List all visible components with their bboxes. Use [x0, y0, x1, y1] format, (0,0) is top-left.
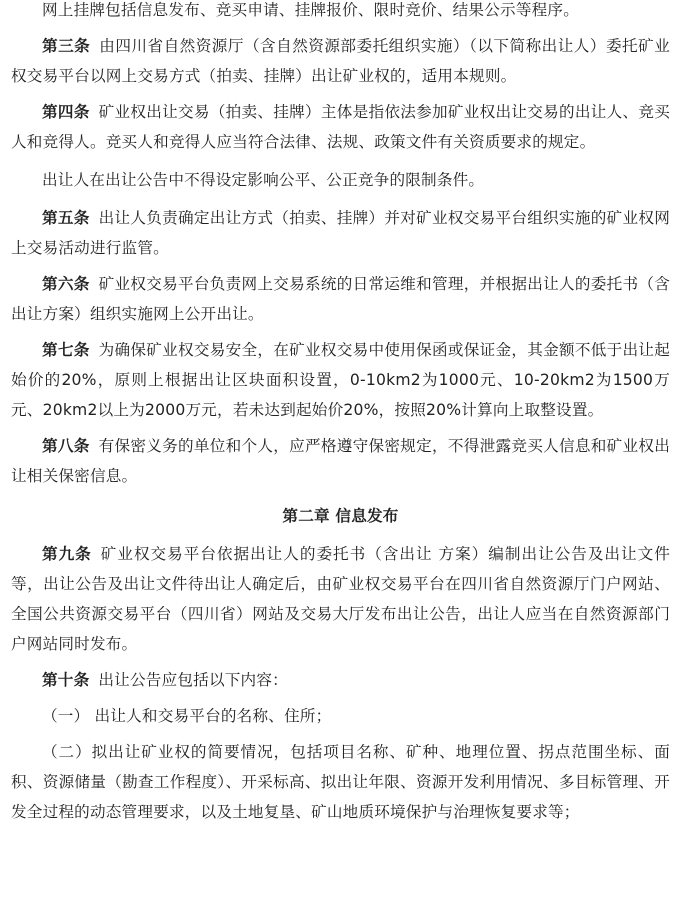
list-item: [11, 737, 670, 827]
article-7-paragraph: [11, 335, 670, 425]
paragraph-text: 出让公告应包括以下内容：: [98, 671, 288, 689]
article-6-paragraph: [11, 269, 670, 329]
article-3-paragraph: [11, 31, 670, 91]
paragraph: [11, 0, 670, 25]
article-number: 第八条: [42, 437, 90, 455]
paragraph-text: 矿业权交易平台依据出让人的委托书（含出让 方案）编制出让公告及出让文件等，出让公告及出让文件待出让人确定后，由矿业权交易平台在四川省自然资源厅门户网站、全国公共资源交易平台（四川省）网站及交易大厅发布出让公告，出让人应当在自然资源部门户网站同时发布。: [11, 545, 670, 653]
article-number: 第四条: [42, 103, 90, 121]
article-number: 第三条: [42, 37, 91, 55]
article-4-paragraph: [11, 97, 670, 157]
paragraph: [11, 165, 670, 195]
paragraph-text: 为确保矿业权交易安全，在矿业权交易中使用保函或保证金，其金额不低于出让起始价的20%，原则上根据出让区块面积设置，0-10km2为1000元、10-20km2为1500万元、20km2以上为2000万元，若未达到起始价20%，按照20%计算向上取整设置。: [11, 341, 670, 419]
article-number: 第六条: [42, 275, 90, 293]
list-item-text: （一） 出让人和交易平台的名称、住所；: [42, 707, 332, 725]
paragraph-text: 矿业权出让交易（拍卖、挂牌）主体是指依法参加矿业权出让交易的出让人、竞买人和竞得人。竞买人和竞得人应当符合法律、法规、政策文件有关资质要求的规定。: [11, 103, 670, 151]
article-number: 第九条: [42, 545, 92, 563]
paragraph-text: 出让人负责确定出让方式（拍卖、挂牌）并对矿业权交易平台组织实施的矿业权网上交易活动进行监管。: [11, 209, 670, 257]
article-8-paragraph: [11, 431, 670, 491]
list-item-text: （二）拟出让矿业权的简要情况，包括项目名称、矿种、地理位置、拐点范围坐标、面积、资源储量（勘查工作程度）、开采标高、拟出让年限、资源开发利用情况、多目标管理、开发全过程的动态管理要求，以及土地复垦、矿山地质环境保护与治理恢复要求等；: [11, 743, 670, 821]
paragraph-text: 有保密义务的单位和个人，应严格遵守保密规定，不得泄露竞买人信息和矿业权出让相关保密信息。: [11, 437, 670, 485]
paragraph-text: 网上挂牌包括信息发布、竞买申请、挂牌报价、限时竞价、结果公示等程序。: [42, 1, 579, 19]
chapter-title: 第二章 信息发布: [282, 507, 399, 525]
paragraph-text: 出让人在出让公告中不得设定影响公平、公正竞争的限制条件。: [42, 171, 485, 189]
article-9-paragraph: [11, 539, 670, 659]
article-5-paragraph: [11, 203, 670, 263]
paragraph-text: 由四川省自然资源厅（含自然资源部委托组织实施）（以下简称出让人）委托矿业权交易平台以网上交易方式（拍卖、挂牌）出让矿业权的，适用本规则。: [11, 37, 670, 85]
article-number: 第七条: [42, 341, 90, 359]
article-number: 第十条: [42, 671, 90, 689]
article-number: 第五条: [42, 209, 90, 227]
paragraph-text: 矿业权交易平台负责网上交易系统的日常运维和管理，并根据出让人的委托书（含出让方案）组织实施网上公开出让。: [11, 275, 670, 323]
article-10-paragraph: [11, 665, 670, 695]
list-item: [11, 701, 670, 731]
